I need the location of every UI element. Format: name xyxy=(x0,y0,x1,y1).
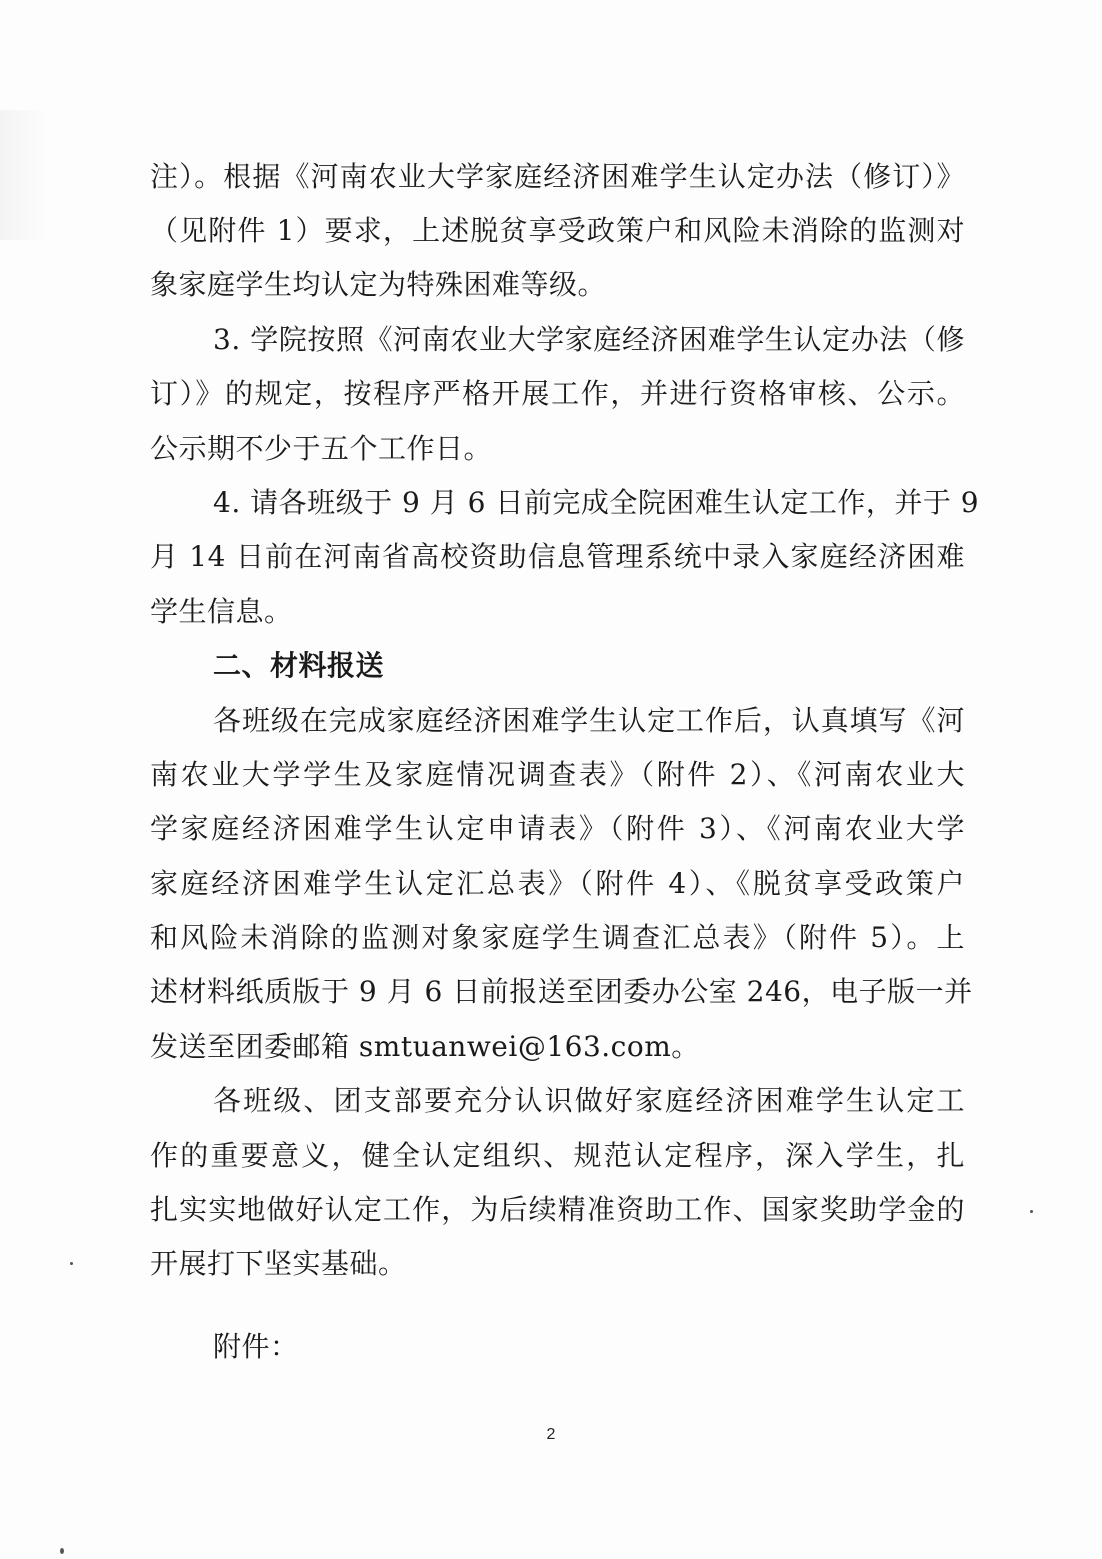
attachments-label: 附件： xyxy=(213,1330,299,1363)
scan-shadow xyxy=(0,110,50,240)
paragraph-line: 南农业大学学生及家庭情况调查表》（附件 2）、《河南农业大 xyxy=(150,758,965,791)
paragraph-line: 学家庭经济困难学生认定申请表》（附件 3）、《河南农业大学 xyxy=(150,812,965,845)
scan-speck xyxy=(70,1262,73,1265)
paragraph-line: 月 14 日前在河南省高校资助信息管理系统中录入家庭经济困难 xyxy=(150,540,965,573)
paragraph-line: 公示期不少于五个工作日。 xyxy=(150,432,493,465)
paragraph-line: 3. 学院按照《河南农业大学家庭经济困难学生认定办法（修 xyxy=(213,323,965,356)
section-heading: 二、材料报送 xyxy=(213,649,385,682)
paragraph-line: 作的重要意义，健全认定组织、规范认定程序，深入学生，扎 xyxy=(150,1139,965,1172)
paragraph-line: 和风险未消除的监测对象家庭学生调查汇总表》（附件 5）。上 xyxy=(150,921,965,954)
paragraph-line: 4. 请各班级于 9 月 6 日前完成全院困难生认定工作，并于 9 xyxy=(213,486,980,519)
scan-speck xyxy=(60,1548,64,1554)
paragraph-line: 象家庭学生均认定为特殊困难等级。 xyxy=(150,268,607,301)
paragraph-line: 注）。根据《河南农业大学家庭经济困难学生认定办法（修订）》 xyxy=(150,160,965,193)
paragraph-line: 各班级、团支部要充分认识做好家庭经济困难学生认定工 xyxy=(213,1084,965,1117)
paragraph-line: 订）》的规定，按程序严格开展工作，并进行资格审核、公示。 xyxy=(150,377,965,410)
scan-speck xyxy=(1030,1210,1033,1213)
paragraph-line: 各班级在完成家庭经济困难学生认定工作后，认真填写《河 xyxy=(213,704,965,737)
page-number: 2 xyxy=(546,1426,556,1443)
paragraph-line: 扎实实地做好认定工作，为后续精准资助工作、国家奖助学金的 xyxy=(150,1193,965,1226)
paragraph-line: 发送至团委邮箱 smtuanwei@163.com。 xyxy=(150,1030,700,1063)
paragraph-line: 述材料纸质版于 9 月 6 日前报送至团委办公室 246，电子版一并 xyxy=(150,975,973,1008)
paragraph-line: 开展打下坚实基础。 xyxy=(150,1247,407,1280)
paragraph-line: （见附件 1）要求，上述脱贫享受政策户和风险未消除的监测对 xyxy=(150,214,965,247)
paragraph-line: 家庭经济困难学生认定汇总表》（附件 4）、《脱贫享受政策户 xyxy=(150,867,965,900)
paragraph-line: 学生信息。 xyxy=(150,595,293,628)
